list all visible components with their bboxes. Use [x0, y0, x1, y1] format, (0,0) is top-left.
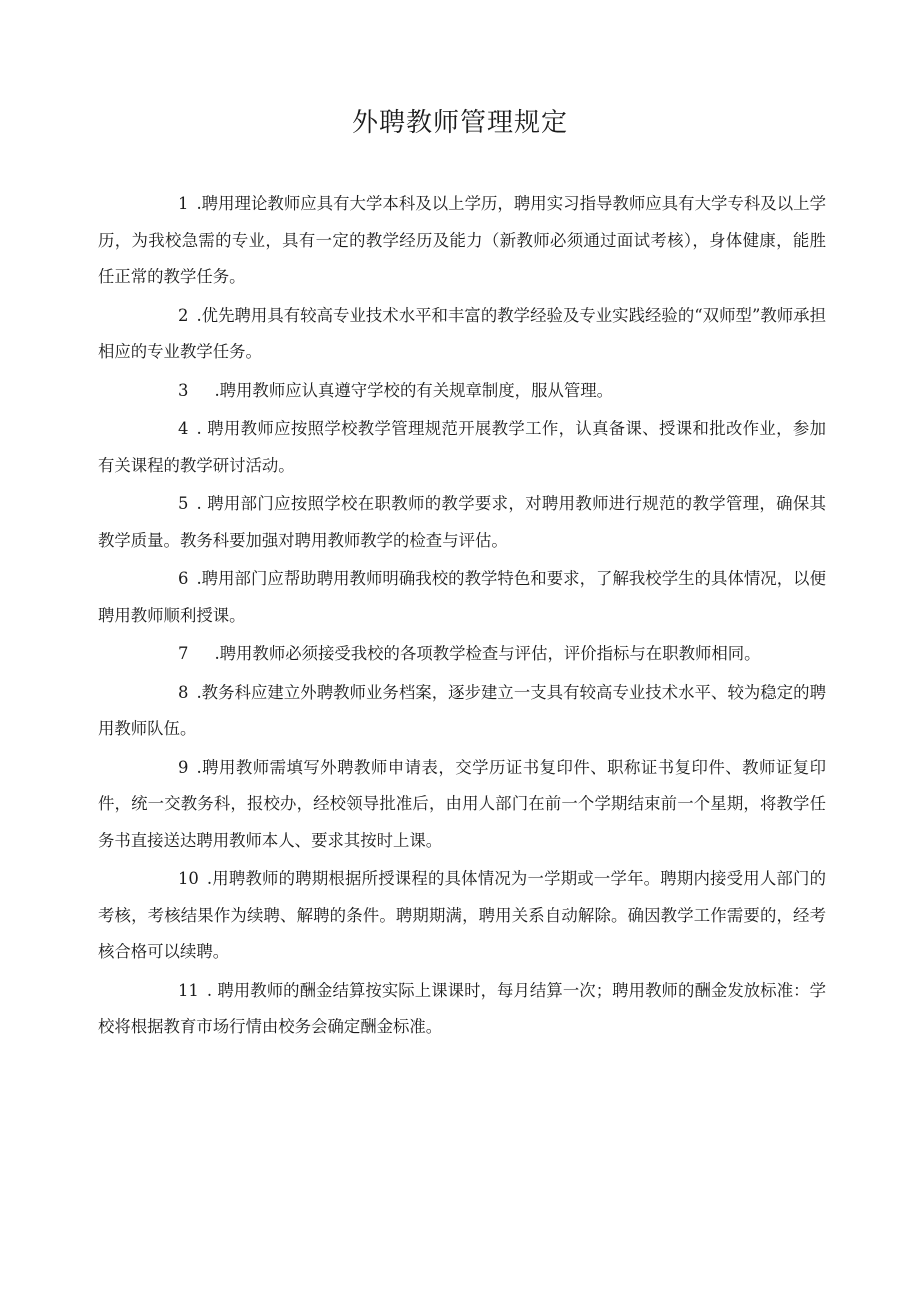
clause-number: 8	[178, 682, 189, 702]
clause-9	[98, 750, 826, 860]
clause-text: .聘用教师需填写外聘教师申请表，交学历证书复印件、职称证书复印件、教师证复印件，统一交教务科，报校办，经校领导批准后，由用人部门在前一个学期结束前一个星期，将教学任务书直接送达聘用教师本人、要求其按时上课。	[98, 757, 826, 850]
clause-text: . 聘用教师的酬金结算按实际上课课时，每月结算一次；聘用教师的酬金发放标准：学校将根据教育市场行情由校务会确定酬金标准。	[98, 980, 826, 1036]
clause-number: 5	[178, 494, 189, 513]
clause-7	[98, 636, 826, 673]
clause-3	[98, 373, 826, 410]
clause-number: 9	[178, 757, 189, 777]
clause-text: .聘用教师应认真遵守学校的有关规章制度，服从管理。	[214, 380, 614, 400]
clause-number: 1	[178, 194, 189, 213]
clause-2	[98, 298, 826, 371]
clause-11	[98, 973, 826, 1046]
clause-text: .用聘教师的聘期根据所授课程的具体情况为一学期或一学年。聘期内接受用人部门的考核，考核结果作为续聘、解聘的条件。聘期期满，聘用关系自动解除。确因教学工作需要的，经考核合格可以续聘。	[98, 869, 826, 961]
clause-text: . 聘用教师应按照学校教学管理规范开展教学工作，认真备课、授课和批改作业，参加有关课程的教学研讨活动。	[98, 419, 826, 475]
document-body	[98, 186, 826, 1048]
clause-number: 4	[178, 419, 189, 438]
clause-number: 10	[178, 869, 199, 888]
clause-text: .教务科应建立外聘教师业务档案，逐步建立一支具有较高专业技术水平、较为稳定的聘用教师队伍。	[98, 682, 826, 738]
clause-1	[98, 186, 826, 296]
clause-number: 6	[178, 569, 189, 588]
clause-8	[98, 675, 826, 748]
clause-4	[98, 411, 826, 484]
clause-10	[98, 861, 826, 971]
clause-5	[98, 486, 826, 559]
clause-text: . 聘用部门应按照学校在职教师的教学要求，对聘用教师进行规范的教学管理，确保其教学质量。教务科要加强对聘用教师教学的检查与评估。	[98, 494, 826, 550]
clause-number: 11	[178, 980, 199, 1000]
clause-number: 3	[178, 380, 189, 400]
page-title: 外聘教师管理规定	[351, 108, 568, 138]
clause-text: .聘用理论教师应具有大学本科及以上学历，聘用实习指导教师应具有大学专科及以上学历，为我校急需的专业，具有一定的教学经历及能力（新教师必须通过面试考核），身体健康，能胜任正常的教学任务。	[98, 194, 826, 286]
clause-text: .聘用教师必须接受我校的各项教学检查与评估，评价指标与在职教师相同。	[214, 644, 761, 663]
clause-6	[98, 561, 826, 634]
clause-number: 2	[178, 305, 189, 325]
clause-text: .聘用部门应帮助聘用教师明确我校的教学特色和要求，了解我校学生的具体情况，以便聘用教师顺利授课。	[98, 569, 826, 625]
clause-text: .优先聘用具有较高专业技术水平和丰富的教学经验及专业实践经验的“双师型”教师承担相应的专业教学任务。	[98, 305, 826, 361]
clause-number: 7	[178, 644, 189, 663]
